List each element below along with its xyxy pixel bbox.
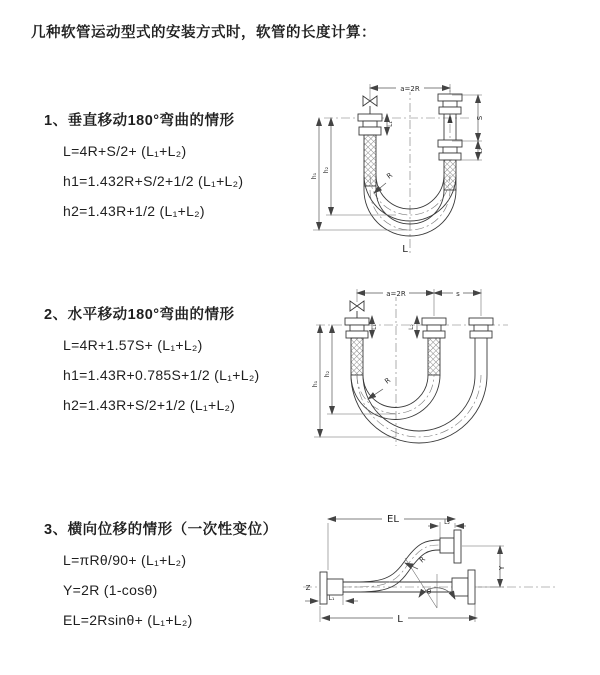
section-2-formula-h2: h2=1.43R+S/2+1/2 (L₁+L₂) [63,397,236,413]
s-curve-hose [343,540,440,592]
section-1-formula-h2: h2=1.43R+1/2 (L₁+L₂) [63,203,205,219]
hose-bend-arcs [351,375,487,443]
section-lateral-offset [44,518,319,642]
section-2-heading: 2、水平移动180°弯曲的情形 [44,307,235,323]
section-2-formula-L: L=4R+1.57S+ (L₁+L₂) [63,337,203,353]
page-title: 几种软管运动型式的安装方式时，软管的长度计算： [31,25,376,41]
section-vertical-bend [44,109,319,233]
dim-label-radius: R [417,555,427,565]
section-horizontal-bend [44,303,319,427]
dim-label-theta: θ [426,588,432,596]
moved-hose-pipe [475,338,487,375]
dim-label-l2: L₂ [408,324,415,330]
movement-arrow-up [447,114,452,123]
dim-label-length: L [402,244,408,255]
dim-label-l2: L₂ [444,519,450,526]
section-3-formula-EL: EL=2Rsinθ+ (L₁+L₂) [63,612,193,628]
valve-icon [350,301,364,318]
right-lower-flange [452,570,475,604]
diagram-vertical-bend [300,70,500,265]
right-fitting-upper [438,94,462,114]
moved-fitting [469,318,493,338]
dim-label-l2: L₂ [477,148,484,154]
section-1-heading: 1、垂直移动180°弯曲的情形 [44,113,235,129]
section-2-formula-h1: h1=1.43R+0.785S+1/2 (L₁+L₂) [63,367,260,383]
datum-z-mark: Z [305,584,311,592]
dim-label-h1: h₁ [311,172,318,180]
dim-label-radius: R [383,376,393,386]
dim-label-a2r: a=2R [386,290,406,298]
dim-label-l1: L₁ [371,324,378,330]
dim-label-h2: h₂ [324,370,331,378]
dim-label-h1: h₁ [312,380,319,388]
dim-label-a2r: a=2R [400,85,420,93]
left-fitting [358,114,382,135]
right-fitting-lower [438,140,462,160]
left-braided-hose [364,135,376,190]
diagram-lateral-offset [295,505,600,640]
right-upper-flange [440,530,461,563]
dim-label-l1: L₁ [387,121,394,127]
dim-label-radius: R [385,171,395,181]
section-3-formula-Y: Y=2R (1-cosθ) [63,582,158,598]
middle-braided-hose [428,338,440,375]
section-1-formula-L: L=4R+S/2+ (L₁+L₂) [63,143,187,159]
dim-label-h2: h₂ [323,166,330,174]
dim-label-s: S [476,115,484,121]
left-braided-hose [351,338,363,375]
section-3-formula-L: L=πRθ/90+ (L₁+L₂) [63,552,187,568]
dim-label-length: L [397,614,403,625]
section-1-formula-h1: h1=1.432R+S/2+1/2 (L₁+L₂) [63,173,244,189]
diagram-horizontal-bend [300,280,530,460]
dim-label-el: EL [387,514,399,525]
dim-label-l1: L₁ [328,595,335,602]
dim-label-y: Y [498,565,506,571]
dim-label-s: s [456,290,460,298]
left-fitting [345,318,369,338]
section-3-heading: 3、横向位移的情形（一次性变位） [44,522,278,538]
middle-fitting [422,318,446,338]
